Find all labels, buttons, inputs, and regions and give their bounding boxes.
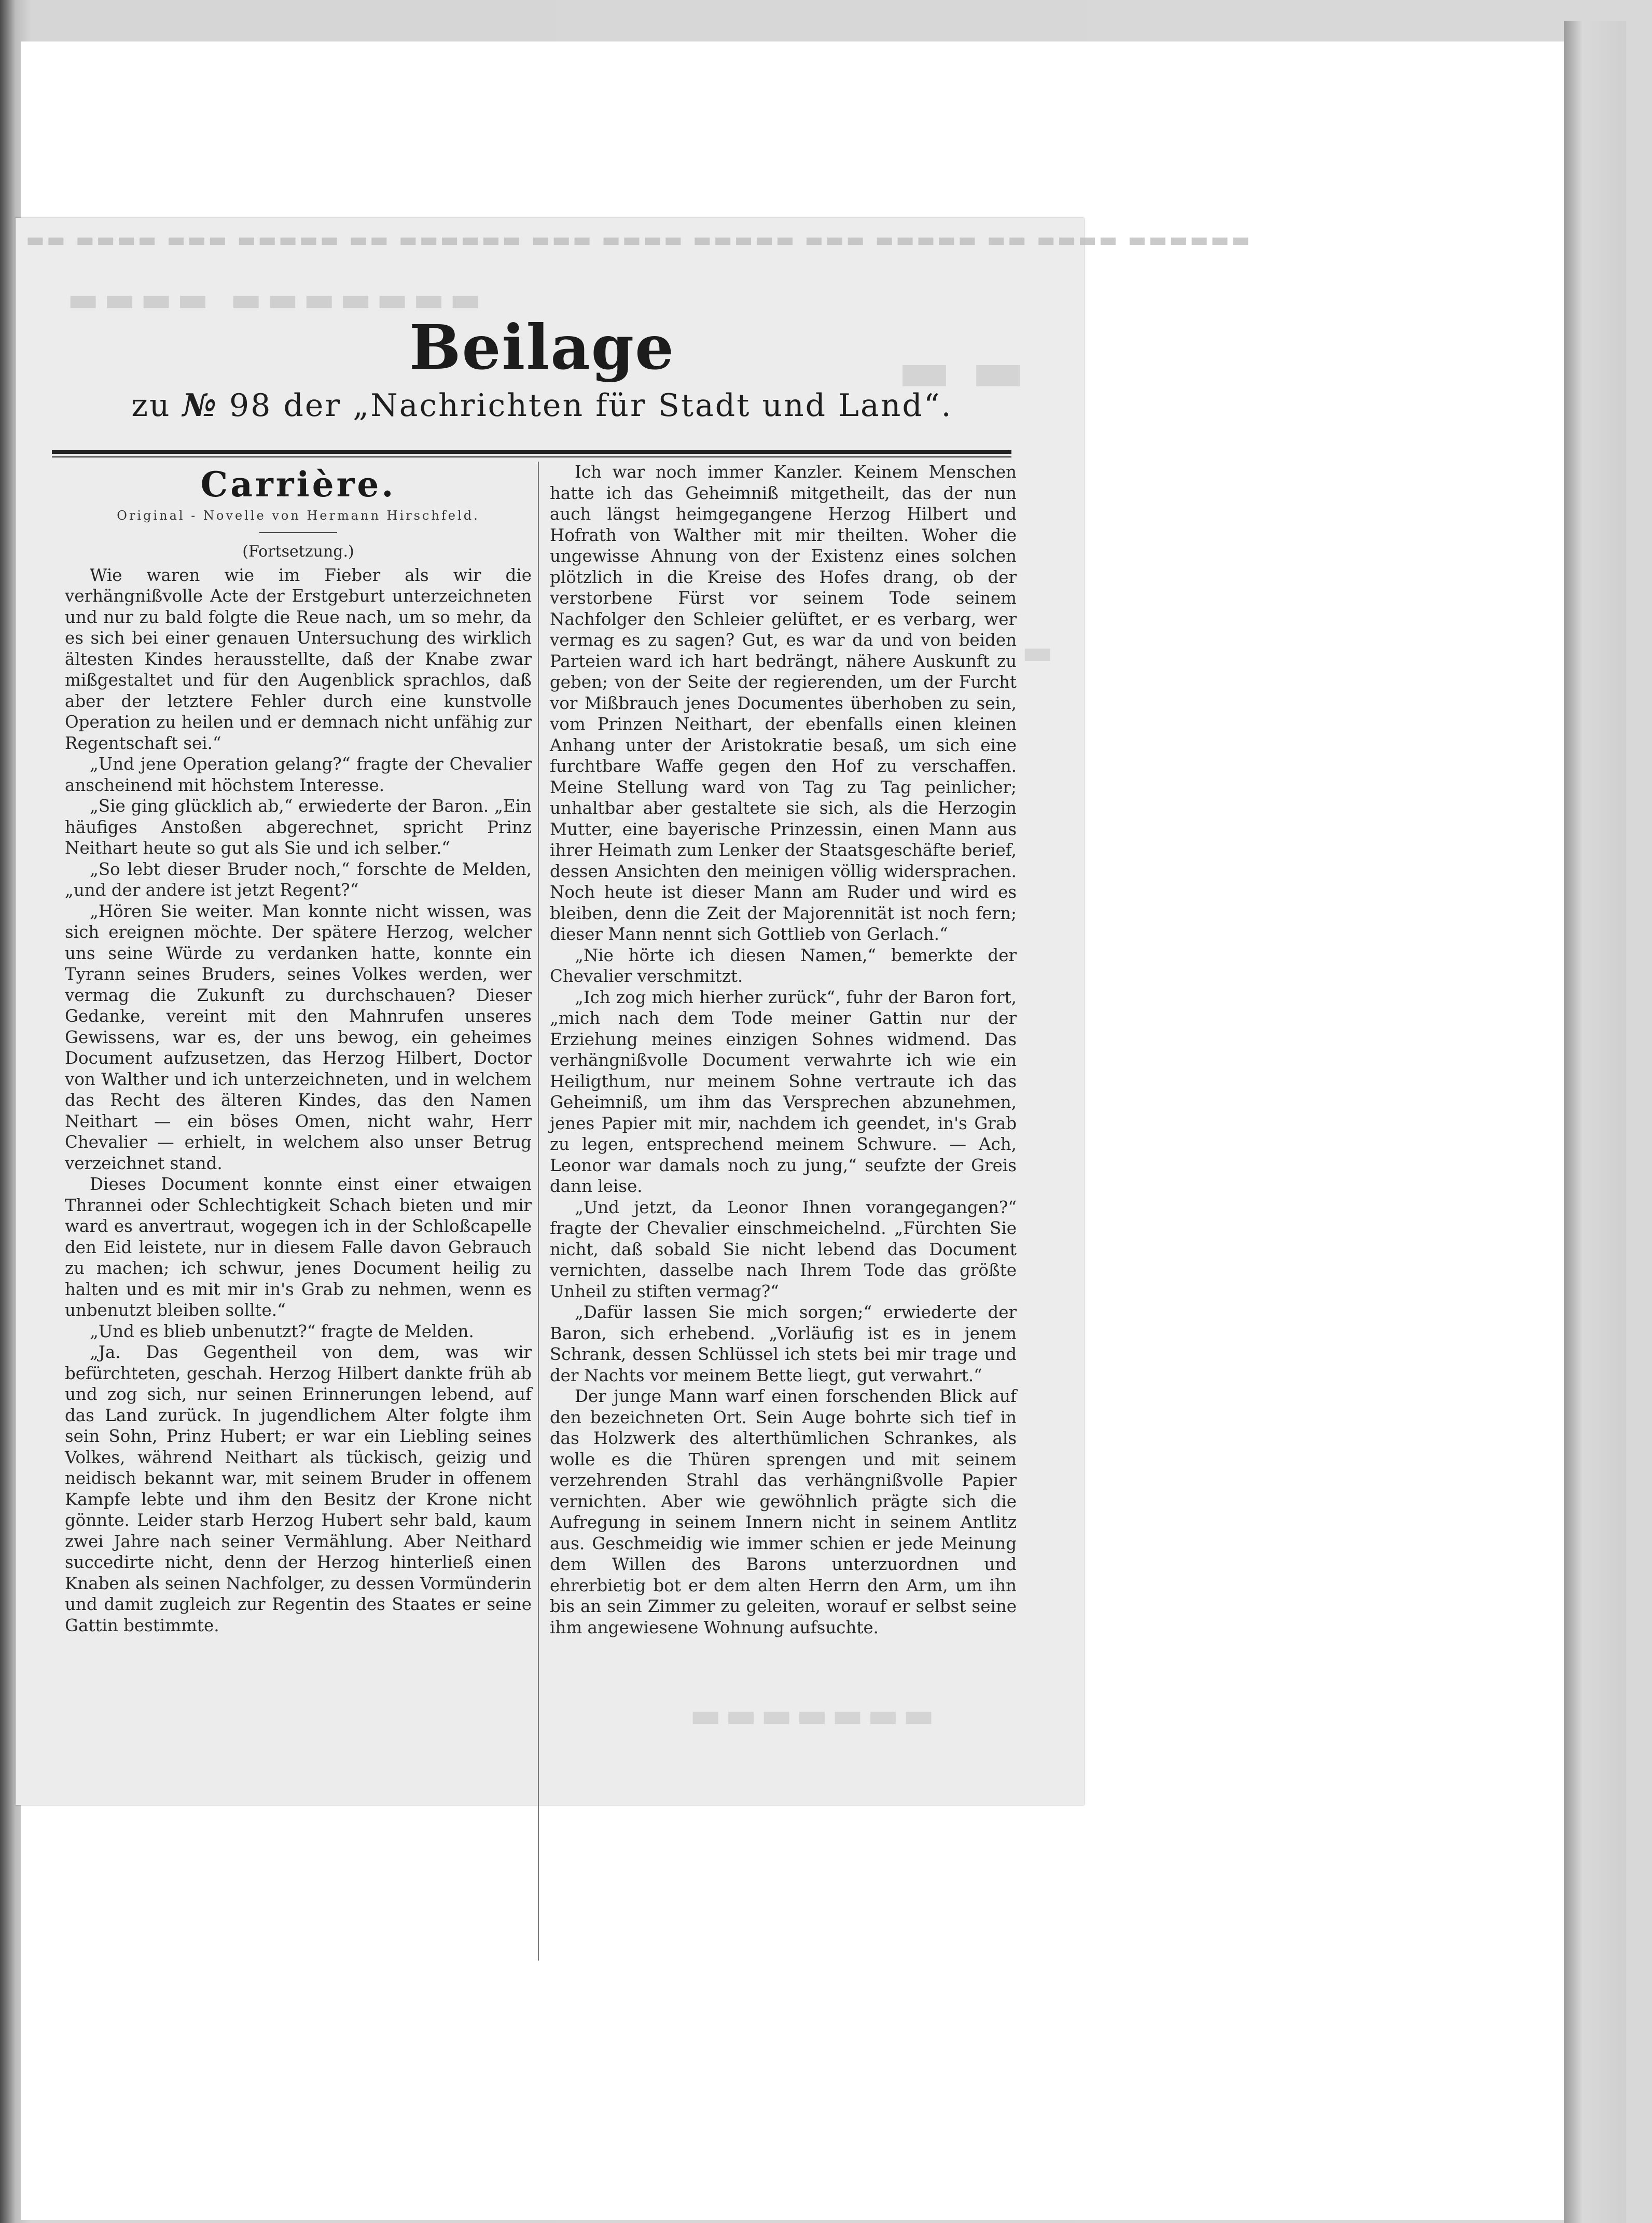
- bleed-through-texture: ▬: [1022, 633, 1053, 672]
- paragraph: Der junge Mann warf einen forschenden Blick auf den bezeichneten Ort. Sein Auge bohrte sich tief in das Holzwerk des alterthümlichen Schrankes, als wolle es die Thüren sprengen und mit seinem verzehrenden Strahl das verhängnißvolle Papier vernichten. Aber wie gewöhnlich prägte sich die Aufregung in seinem Innern nicht in seinem Antlitz aus. Geschmeidig wie immer schien er jede Meinung dem Willen des Barons unterzuordnen und ehrerbietig bot er dem alten Herrn den Arm, um ihn bis an sein Zimmer zu geleiten, worauf er selbst seine ihm angewiesene Wohnung aufsuchte.: [550, 1386, 1017, 1637]
- story-byline: Original - Novelle von Hermann Hirschfeld.: [117, 508, 480, 523]
- header-rule: [52, 450, 1011, 457]
- paragraph: Dieses Document konnte einst einer etwaigen Thrannei oder Schlechtigkeit Schach bieten und mir ward es anvertraut, wogegen ich in der Schloßcapelle den Eid leistete, nur in diesem Falle davon Gebrauch zu machen; ich schwur, jenes Document heilig zu halten und es mit mir in's Grab zu nehmen, wenn es unbenutzt bleiben sollte.“: [65, 1174, 532, 1320]
- subtitle-prefix: zu: [131, 387, 171, 424]
- continuation-note: (Fortsetzung.): [242, 543, 354, 561]
- page-edge-shadow: [1564, 21, 1626, 2223]
- supplement-header: [16, 311, 1068, 424]
- subtitle-newspaper: der „Nachrichten für Stadt und Land“.: [283, 387, 953, 424]
- bleed-through-texture: ▬▬▬▬ ▬▬▬▬▬▬▬: [67, 280, 487, 319]
- page-title: Beilage: [409, 311, 675, 383]
- issue-number: 98: [229, 387, 272, 424]
- page-subtitle: [16, 387, 1068, 424]
- paragraph: „Sie ging glücklich ab,“ erwiederte der Baron. „Ein häufiges Anstoßen abgerechnet, spricht Prinz Neithart heute so gut als Sie und ich selber.“: [65, 796, 532, 858]
- bleed-through-texture: ▬ ▬: [897, 337, 1025, 404]
- text-column-right: [550, 462, 1017, 1638]
- text-column-left: [65, 462, 532, 1636]
- paragraph: „Ich zog mich hierher zurück“, fuhr der Baron fort, „mich nach dem Tode meiner Gattin nur der Erziehung meines einzigen Sohnes widmend. Das verhängnißvolle Document verwahrte ich wie ein Heiligthum, nur meinem Sohne vertraute ich das Geheimniß, um ihm das Versprechen abzunehmen, jenes Papier mit mir, nachdem ich geendet, in's Grab zu legen, entsprechend meinem Schwure. — Ach, Leonor war damals noch zu jung,“ seufzte der Greis dann leise.: [550, 987, 1017, 1196]
- paragraph: Ich war noch immer Kanzler. Keinem Menschen hatte ich das Geheimniß mitgetheilt, das der nun auch längst heimgegangene Herzog Hilbert und Hofrath von Walther mit mir theilten. Woher die ungewisse Ahnung von der Existenz eines solchen plötzlich in die Kreise des Hofes drang, ob der verstorbene Fürst vor seinem Tode seinem Nachfolger den Schleier gelüftet, er es verbarg, wer vermag es zu sagen? Gut, es war da und von beiden Parteien ward ich hart bedrängt, nähere Auskunft zu geben; von der Seite der regierenden, um der Furcht vor Mißbrauch jenes Documentes überhoben zu sein, vom Prinzen Neithart, der ebenfalls einen kleinen Anhang unter der Aristokratie besaß, um sich eine furchtbare Waffe gegen den Hof zu verschaffen. Meine Stellung ward von Tag zu Tag peinlicher; unhaltbar aber gestaltete sie sich, als die Herzogin Mutter, eine bayerische Prinzessin, einen Mann aus ihrer Heimath zum Lenker der Staatsgeschäfte berief, dessen Ansichten den meinigen völlig widersprachen. Noch heute ist dieser Mann am Ruder und wird es bleiben, denn die Zeit der Majorennität ist noch fern; dieser Mann nennt sich Gottlieb von Gerlach.“: [550, 462, 1017, 944]
- column-divider: [538, 462, 539, 1961]
- paragraph: „Hören Sie weiter. Man konnte nicht wissen, was sich ereignen möchte. Der spätere Herzog, welcher uns seine Würde zu verdanken hatte, konnte ein Tyrann seines Bruders, seines Volkes werden, wer vermag die Zukunft zu durchschauen? Dieser Gedanke, vereint mit den Mahnrufen unseres Gewissens, war es, der uns bewog, ein geheimes Document aufzusetzen, das Herzog Hilbert, Doctor von Walther und ich unterzeichneten, und in welchem das Recht des älteren Kindes, das den Namen Neithart — ein böses Omen, nicht wahr, Herr Chevalier — erhielt, in welchem also unser Betrug verzeichnet stand.: [65, 901, 532, 1173]
- story-title: Carrière.: [200, 464, 396, 505]
- bleed-through-texture: ▬▬ ▬▬▬▬ ▬▬▬ ▬▬▬▬▬ ▬▬ ▬▬▬▬▬▬ ▬▬▬ ▬▬▬▬ ▬▬▬▬▬ ▬▬▬ ▬▬▬▬▬ ▬▬ ▬▬▬▬ ▬▬▬▬▬▬: [26, 228, 1252, 251]
- paragraph: „Ja. Das Gegentheil von dem, was wir befürchteten, geschah. Herzog Hilbert dankte früh ab und zog sich, nur seinen Erinnerungen lebend, auf das Land zurück. In jugendlichem Alter folgte ihm sein Sohn, Prinz Hubert; er war ein Liebling seines Volkes, während Neithart als tückisch, geizig und neidisch bekannt war, mit seinem Bruder in offenem Kampfe lebte und ihm den Besitz der Krone nicht gönnte. Leider starb Herzog Hubert sehr bald, kaum zwei Jahre nach seiner Vermählung. Aber Neithard succedirte nicht, denn der Herzog hinterließ einen Knaben als seinen Nachfolger, zu dessen Vormünderin und damit zugleich zur Regentin des Staates er seine Gattin bestimmte.: [65, 1342, 532, 1635]
- paragraph: Wie waren wie im Fieber als wir die verhängnißvolle Acte der Erstgeburt unterzeichneten und nur zu bald folgte die Reue nach, um so mehr, da es sich bei einer genauen Untersuchung des wirklich ältesten Kindes herausstellte, daß der Knabe zwar mißgestaltet und für den Augenblick sprachlos, daß aber der letztere Fehler durch eine kunstvolle Operation zu heilen und er demnach nicht unfähig zur Regentschaft sei.“: [65, 565, 532, 753]
- paragraph: „Und es blieb unbenutzt?“ fragte de Melden.: [90, 1321, 474, 1341]
- bleed-through-texture: ▬▬▬▬▬▬▬: [690, 1696, 939, 1735]
- newspaper-clipping: [16, 218, 1252, 1805]
- number-sign: №: [182, 387, 218, 424]
- paragraph: „Dafür lassen Sie mich sorgen;“ erwiederte der Baron, sich erhebend. „Vorläufig ist es in jenem Schrank, dessen Schlüssel ich stets bei mir trage und der Nachts vor meinem Bette liegt, gut verwahrt.“: [550, 1302, 1017, 1385]
- paragraph: „So lebt dieser Bruder noch,“ forschte de Melden, „und der andere ist jetzt Regent?“: [65, 859, 532, 900]
- paragraph: „Nie hörte ich diesen Namen,“ bemerkte der Chevalier verschmitzt.: [550, 945, 1017, 986]
- paragraph: „Und jene Operation gelang?“ fragte der Chevalier anscheinend mit höchstem Interesse.: [65, 754, 532, 795]
- byline-rule: [259, 532, 337, 533]
- paragraph: „Und jetzt, da Leonor Ihnen vorangegangen?“ fragte der Chevalier einschmeichelnd. „Fürchten Sie nicht, daß sobald Sie nicht lebend das Document vernichten, dasselbe nach Ihrem Tode das größte Unheil zu stiften vermag?“: [550, 1197, 1017, 1301]
